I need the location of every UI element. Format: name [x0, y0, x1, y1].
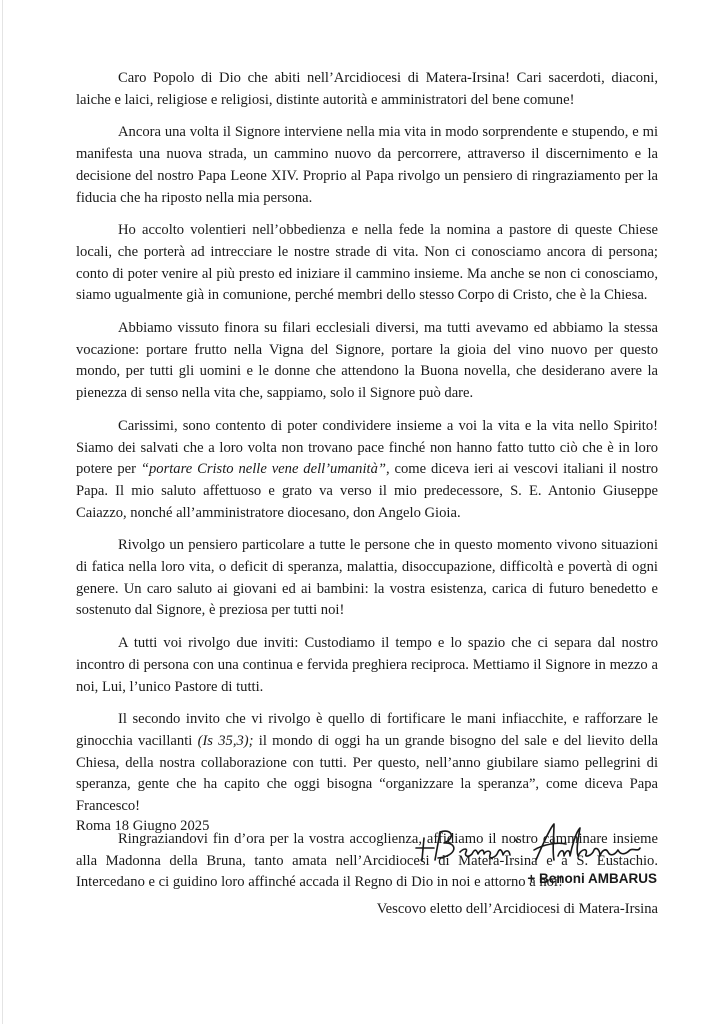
paragraph-text: Carissimi, sono contento di poter condividere insieme a voi la vita e la vita nello Spirito! Siamo dei salvati che a loro volta non trovano pace finché non hanno fatto tutto ciò che è in loro potere per — [76, 417, 658, 478]
paragraph-vocation: Abbiamo vissuto finora su filari ecclesiali diversi, ma tutti avevamo ed abbiamo la stessa vocazione: portare frutto nella Vigna del Signore, portare la gioia del vino nuovo per questo mondo, per tutti gli uomini e le donne che attendono la Buona novella, che desiderano avere la pienezza di senso nella vita che, sappiamo, solo il Signore può dare. — [76, 320, 658, 402]
paragraph-new-path: Ancora una volta il Signore interviene nella mia vita in modo sorprendente e stupendo, e mi manifesta una nuova strada, un cammino nuovo da percorrere, attraverso il discernimento e la decisione del nostro Papa Leone XIV. Proprio al Papa rivolgo un pensiero di ringraziamento per la fiducia che ha riposto nella mia persona. — [76, 124, 658, 206]
paragraph-text: Il secondo invito che vi rivolgo è quello di fortificare le mani infiacchite, e rafforzare le ginocchia vacillanti — [76, 711, 658, 749]
paragraph-text: , come diceva ieri ai vescovi italiani il nostro Papa. Il mio saluto affettuoso e grato va verso il mio predecessore, S. E. Antonio Giuseppe Caiazzo, nonché all’amministratore diocesano, don Angelo Gioia. — [76, 461, 658, 521]
paragraph-second-invitation — [76, 709, 658, 818]
handwritten-signature — [408, 810, 658, 870]
paragraph-sharing-life — [76, 416, 658, 525]
citation-italic: (Is 35,3); — [197, 732, 254, 749]
letter-body — [76, 68, 658, 905]
quote-italic: “portare Cristo nelle vene dell’umanità” — [140, 461, 386, 478]
paragraph-thoughts: Rivolgo un pensiero particolare a tutte le persone che in questo momento vivono situazioni di fatica nella loro vita, o deficit di speranza, malattia, disoccupazione, difficoltà e povertà di ogni genere. Un caro saluto ai giovani ed ai bambini: la vostra esistenza, carica di futuro benedetto e sostenuto dal Signore, è preziosa per tutti noi! — [76, 537, 658, 619]
paragraph-thanks: Ringraziandovi fin d’ora per la vostra accoglienza, affidiamo il nostro camminare insieme alla Madonna della Bruna, tanto amata nell’Arcidiocesi di Matera-Irsina e a S. Eustachio. Intercedano e ci guidino loro affinché accada il Regno di Dio in noi e attorno a noi! — [76, 830, 658, 891]
signer-name: + Benoni AMBARUS — [527, 871, 657, 886]
paragraph-greeting: Caro Popolo di Dio che abiti nell’Arcidiocesi di Matera-Irsina! Cari sacerdoti, diaconi, laiche e laici, religiose e religiosi, distinte autorità e amministratori del bene comune! — [76, 70, 658, 108]
paragraph-text: il mondo di oggi ha un grande bisogno del sale e del lievito della Chiesa, della nostra collaborazione con tutti. Per questo, nell’anno giubilare siamo pellegrini di speranza, gente che ha capito che oggi bisogna “organizzare la speranza”, come diceva Papa Francesco! — [76, 732, 659, 815]
page-edge-line — [2, 0, 3, 1024]
paragraph-first-invitation: A tutti voi rivolgo due inviti: Custodiamo il tempo e lo spazio che ci separa dal nostro incontro di persona con una continua e fervida preghiera reciproca. Mettiamo il Signore in mezzo a noi, Lui, l’unico Pastore di tutti. — [76, 635, 658, 695]
paragraph-nomination: Ho accolto volentieri nell’obbedienza e nella fede la nomina a pastore di queste Chiese locali, che porterà ad intrecciare le nostre strade di vita. Non ci conosciamo ancora di persona; conto di poter venire al più presto ed iniziare il cammino insieme. Ma anche se non ci conosciamo, siamo ugualmente già in comunione, perché membri dello stesso Corpo di Cristo, che è la Chiesa. — [76, 222, 658, 304]
place-date: Roma 18 Giugno 2025 — [76, 818, 210, 834]
signer-role: Vescovo eletto dell’Arcidiocesi di Matera-Irsina — [376, 901, 658, 917]
